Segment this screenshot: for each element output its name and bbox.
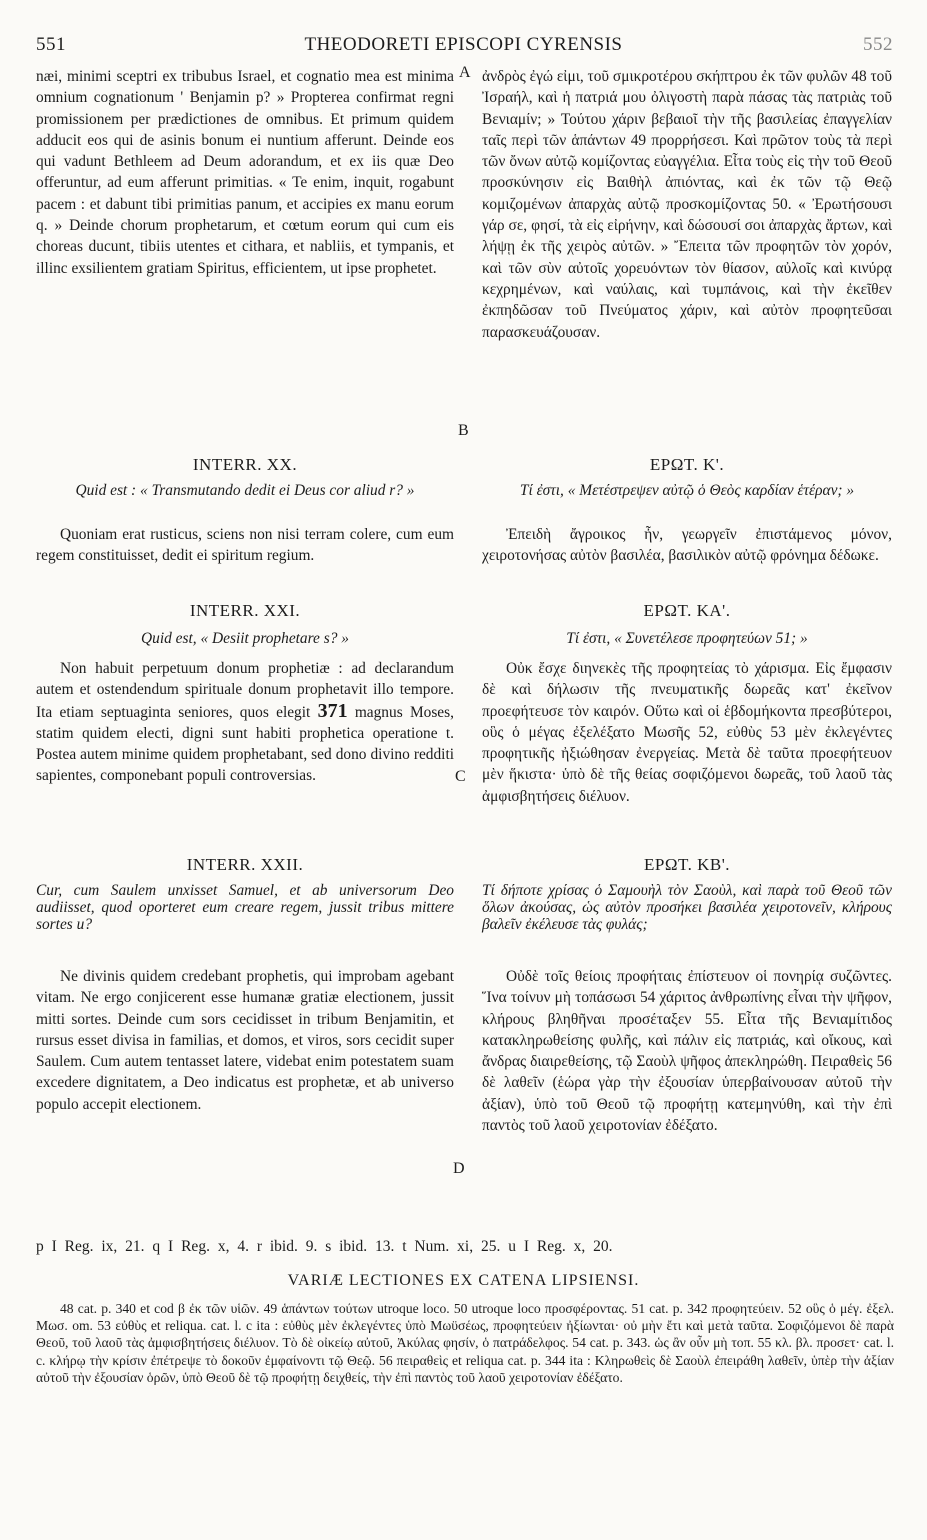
scripture-references: p I Reg. ix, 21. q I Reg. x, 4. r ibid. 9. s ibid. 13. t Num. xi, 25. u I Reg. x, 20. — [36, 1238, 613, 1255]
page-number-left: 551 — [36, 34, 66, 55]
greek-heading-21: ΕΡΩΤ. ΚΑ'. — [643, 601, 731, 620]
latin-heading-20: INTERR. XX. — [192, 455, 298, 474]
latin-intro: næi, minimi sceptri ex tribubus Israel, et cognatio mea est minima omnium cognationum ' Benjamin p? » Propterea confirmat regni promissionem per prædictiones de omnibus. Et primum quidem adducit eos qui de asinis bonum ei nuntium afferunt. Deinde eos qui vadunt Bethleem ad Deum adorandum, et ex iis quæ Deo offeruntur, ad eum afferunt primitias. « Te enim, inquit, rogabunt pacem : et dabunt tibi primitias panum, et accipies ex manu eorum q. » Deinde chorum prophetarum, et cœtum eorum qui cum eis choreas ducunt, tibiis utentes et cithara, et nabliis, et tympanis, et illinc exsilientem gratiam Spiritus, efficientem, ut ipse prophetet. — [36, 68, 454, 277]
margin-letter-c: C — [455, 768, 466, 785]
latin-heading-22: INTERR. XXII. — [186, 855, 304, 874]
running-title: THEODORETI EPISCOPI CYRENSIS — [304, 34, 623, 55]
latin-answer-21: Non habuit perpetuum donum prophetiæ : ad declarandum autem et ostendendum spirituale donum prophetavit illo tempore. Ita etiam septuaginta seniores, quos elegit 371 magnus Moses, statim quidem electi, digni sunt habiti prophetica operatione t. Postea autem minime quidem prophetabant, sed dono divino redditi sapientes, componebant populi controversias. — [36, 660, 454, 785]
greek-question-20: Τί ἐστι, « Μετέστρεψεν αὐτῷ ὁ Θεὸς καρδίαν ἑτέραν; » — [519, 482, 855, 499]
greek-question-22: Τί δήποτε χρίσας ὁ Σαμουὴλ τὸν Σαοὺλ, καὶ παρὰ τοῦ Θεοῦ τῶν ὅλων ἀκούσας, ὡς αὐτὸν προσήκει βασιλέα χειροτονεῖν, κλήρους βαλεῖν ἐκέλευσε τὰς φυλάς; — [482, 882, 892, 933]
greek-answer-20: Ἐπειδὴ ἄγροικος ἦν, γεωργεῖν ἐπιστάμενος μόνον, χειροτονήσας αὐτὸν βασιλέα, βασιλικὸν αὐτῷ φρόνημα δέδωκε. — [482, 526, 892, 565]
greek-heading-20: ΕΡΩΤ. Κ'. — [649, 455, 725, 474]
latin-answer-22: Ne divinis quidem credebant prophetis, qui improbam agebant vitam. Ne ergo conjicerent esse humanæ gratiæ electionem, jussit mitti sortes. Deinde cum sors cecidisset in tribum Benjamitin, et rursus esset divisa in familias, et domos, et viros, sors cecidit super Saulem. Cum autem tentasset latere, videbat enim potestatem suam excedere dignitatem, a Deo indicatus est prophetæ, et ab universo populo accepit electionem. — [36, 968, 454, 1113]
greek-heading-22: ΕΡΩΤ. ΚΒ'. — [643, 855, 731, 874]
latin-question-20: Quid est : « Transmutando dedit ei Deus cor aliud r? » — [75, 482, 415, 499]
variae-lectiones-notes: 48 cat. p. 340 et cod β ἐκ τῶν υἱῶν. 49 ἁπάντων τούτων utroque loco. 50 utroque loco προσφέροντας. 51 cat. p. 342 προφητεύειν. 52 οὓς ὁ μέγ. ἐξελ. Μωσ. om. 53 εὐθὺς et reliqua. cat. l. c ita : εὐθὺς μὲν ἐκλεγέντες ὑπὸ Μωϋσέως, προφητεύειν ἠξίωνται· οὐ μὴν ἔτι καὶ μετὰ ταῦτα. Σοφιζόμενοι δὲ παρὰ Θεοῦ, τοῦ λαοῦ τὰς ἀμφισβητήσεις διέλυον. Τὸ δὲ οἰκείῳ αὐτοῦ, Ἀκύλας φησίν, ὁ πατράδελφος. 54 cat. p. 343. ὡς ἂν οὖν μὴ τοπ. 55 κλ. βλ. προσετ· cat. l. c. κλήρῳ τὴν κρίσιν ἐπέτρεψε τὸ δοκοῦν ἐμφαίνοντι τῷ Θεῷ. 56 πειραθεὶς et reliqua cat. p. 344 ita : Κληρωθεὶς δὲ Σαοὺλ ἐπειράθη λαθεῖν, ὑπὲρ τὴν ἀξίαν αὐτοῦ τὴν ἐξουσίαν ὁρῶν, ὑπὸ Θεοῦ δὲ τῷ προφήτῃ δειχθείς, τὴν ἐπὶ παντὸς τοῦ λαοῦ χειροτονίαν ἐδέξατο. — [36, 1301, 894, 1385]
latin-answer-20: Quoniam erat rusticus, sciens non nisi terram colere, cum eum regem constituisset, dedit ei spiritum regium. — [36, 526, 454, 565]
margin-letter-a: A — [459, 64, 471, 81]
latin-heading-21: INTERR. XXI. — [189, 601, 301, 620]
greek-answer-22: Οὐδὲ τοῖς θείοις προφήταις ἐπίστευον οἱ πονηρίᾳ συζῶντες. Ἵνα τοίνυν μὴ τοπάσωσι 54 χάριτος ἀνθρωπίνης εἶναι τὴν ψῆφον, κλήρους βληθῆναι προσέταξεν 55. Εἶτα τῆς Βενιαμίτιδος κατακληρωθείσης φυλῆς, καὶ πάλιν εἰς πατριάς, καὶ οἴκους, καὶ ἄνδρας διαιρεθείσης, τῷ Σαοὺλ ψῆφος ἀπεκληρώθη. Πειραθεὶς 56 δὲ λαθεῖν (ἑώρα γὰρ τὴν ἐξουσίαν ὑπερβαίνουσαν αὐτοῦ τὴν ἀξίαν), ὑπὸ τοῦ Θεοῦ τῷ προφήτῃ κατεμηνύθη, καὶ τὴν ἐπὶ παντὸς τοῦ λαοῦ χειροτονίαν ἐδέξατο. — [482, 968, 892, 1135]
greek-question-21: Τί ἐστι, « Συνετέλεσε προφητεύων 51; » — [566, 630, 808, 647]
latin-question-22: Cur, cum Saulem unxisset Samuel, et ab universorum Deo audiisset, quod oporteret eum creare regem, jussit tribus mittere sortes u? — [36, 882, 454, 933]
column-number: 371 — [317, 699, 348, 722]
page-number-right: 552 — [863, 34, 893, 55]
margin-letter-d: D — [453, 1160, 465, 1177]
margin-letter-b: B — [458, 422, 469, 439]
greek-intro: ἀνδρὸς ἐγώ εἰμι, τοῦ σμικροτέρου σκήπτρου ἐκ τῶν φυλῶν 48 τοῦ Ἰσραήλ, καὶ ἡ πατριά μου ὀλιγοστὴ παρὰ πάσας τὰς πατριὰς τοῦ Βενιαμίν; » Τούτου χάριν βεβαιοῖ τὴν τῆς βασιλείας ἐπαγγελίαν ταῖς περὶ τῶν ἁπάντων 49 προρρήσεσι. Καὶ πρῶτον τοὺς τὰ περὶ τῶν ὄνων αὐτῷ κομίζοντας εὐαγγέλια. Εἶτα τοὺς εἰς τὴν τοῦ Θεοῦ προσκύνησιν εἰς Βαιθὴλ ἀπιόντας, καὶ ἐκ τῶν τῷ Θεῷ κομιζομένων ἀπαρχὰς αὐτῷ προσκομίζοντας 50. « Ἐρωτήσουσι γάρ σε, φησί, τὰ εἰς εἰρήνην, καὶ δώσουσί σοι ἀπαρχὰς ἄρτων, καὶ λήψῃ ἐκ τῆς χειρὸς αὐτῶν. » Ἔπειτα τῶν προφητῶν τὸν χορόν, καὶ τῶν σὺν αὐτοῖς χορευόντων τὸν θίασον, αὐλοῖς καὶ κινύρᾳ κεχρημένων, καὶ ναύλαις, καὶ τυμπάνοις, καὶ τὴν ἐκεῖθεν ἐκπηδῶσαν τοῦ Πνεύματος χάριν, καὶ αὐτὸν προφητεῦσαι παρασκευάζουσαν. — [482, 68, 892, 341]
variae-lectiones-title: VARIÆ LECTIONES EX CATENA LIPSIENSI. — [287, 1272, 640, 1289]
latin-question-21: Quid est, « Desiit prophetare s? » — [141, 630, 349, 647]
greek-answer-21: Οὐκ ἔσχε διηνεκὲς τῆς προφητείας τὸ χάρισμα. Εἰς ἔμφασιν δὲ καὶ δήλωσιν τῆς πνευματικῆς δωρεᾶς κατ' ἐκεῖνον προεφήτευσε τὸν καιρόν. Οὕτω καὶ οἱ ἑβδομήκοντα πρεσβύτεροι, οὓς ὁ μέγας ἐξελέξατο Μωσῆς 52, εὐθὺς 53 μὲν ἐκλεγέντες προφητικῆς ἠξιώθησαν ἐνεργείας. Μετὰ δὲ ταῦτα προεφήτευον μὲν ἥκιστα· ὑπὸ δὲ τῆς θείας σοφιζόμενοι δωρεᾶς, τοῦ λαοῦ τὰς ἀμφισβητήσεις διέλυον. — [482, 660, 892, 805]
